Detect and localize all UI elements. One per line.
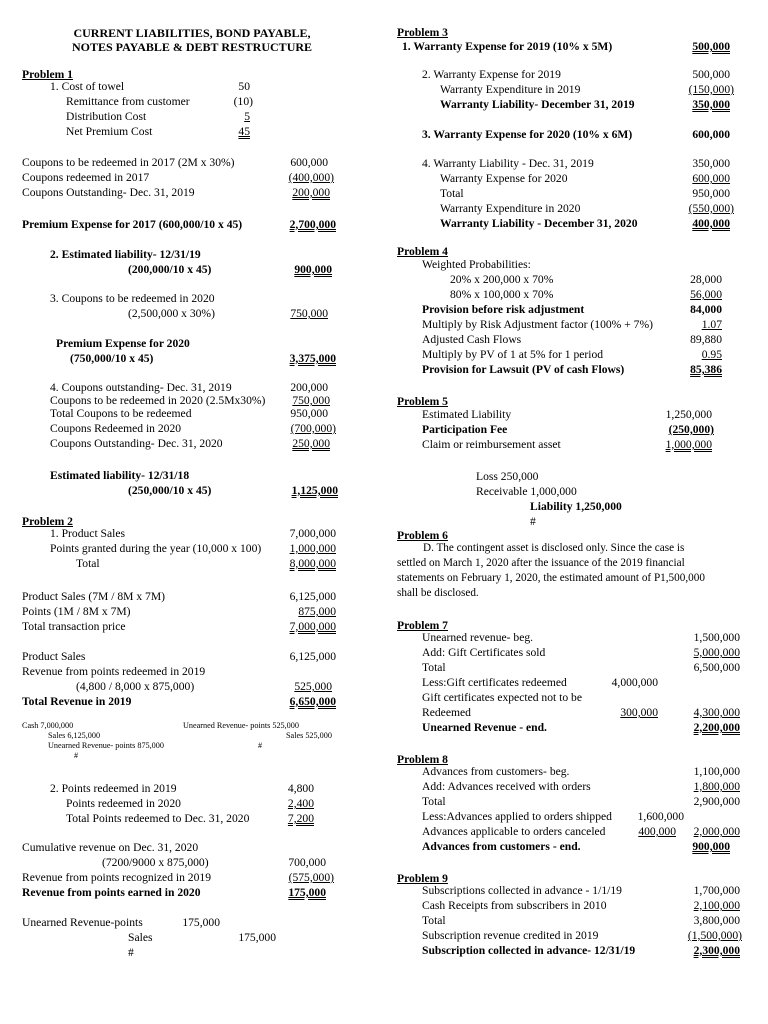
coupons-2020-block	[0, 291, 370, 321]
product-sales-alloc-label: Product Sales (7M / 8M x 7M)	[22, 590, 165, 603]
document-title	[0, 26, 370, 54]
estimated-liability-2019-label: 2. Estimated liability- 12/31/19	[50, 248, 201, 261]
advances-end-label: Advances from customers - end.	[422, 840, 581, 853]
p7-total-value: 6,500,000	[693, 661, 740, 674]
reimbursement-asset-label: Claim or reimbursement asset	[422, 438, 561, 451]
warranty-total-label: Total	[440, 187, 464, 200]
advances-received-value: 1,800,000	[693, 780, 740, 793]
p9-total-value: 3,800,000	[693, 914, 740, 927]
warranty-expense-2020-value-b: 600,000	[692, 172, 730, 185]
journal-2020-unearned-value: 175,000	[182, 916, 220, 929]
problem-3-header: Problem 3	[397, 26, 448, 39]
gift-certificates-redeemed-label: Less:Gift certificates redeemed	[422, 676, 567, 689]
title-line-2: NOTES PAYABLE & DEBT RESTRUCTURE	[71, 40, 313, 54]
coupons-redeemed-2017-value: (400,000)	[288, 171, 334, 184]
premium-expense-2017-value: 2,700,000	[289, 218, 336, 231]
total-revenue-2019-value: 6,650,000	[289, 695, 336, 708]
product-sales-value: 7,000,000	[289, 527, 336, 540]
coupons-2017-block	[0, 155, 370, 200]
unearned-revenue-end-label: Unearned Revenue - end.	[422, 721, 547, 734]
warranty-2020-block	[380, 156, 760, 231]
warranty-expenditure-2019-label: Warranty Expenditure in 2019	[440, 83, 581, 96]
journal-2020-sales-label: Sales	[128, 931, 153, 944]
points-alloc-label: Points (1M / 8M x 7M)	[22, 605, 131, 618]
cumulative-revenue-label: Cumulative revenue on Dec. 31, 2020	[22, 841, 199, 854]
points-redeemed-2020-label: Points redeemed in 2020	[66, 797, 181, 810]
product-sales-2019-value: 6,125,000	[289, 650, 336, 663]
participation-fee-value: (250,000)	[668, 423, 714, 436]
points-redeemed-2019-value: 4,800	[287, 782, 314, 795]
coupons-outstanding-2020-label: Coupons Outstanding- Dec. 31, 2020	[50, 437, 223, 450]
journal-entry-2020	[0, 915, 370, 960]
estimated-liability-2019-value: 900,000	[294, 263, 332, 276]
coupons-2020-formula: (2,500,000 x 30%)	[128, 307, 215, 320]
problem-7	[380, 618, 760, 735]
total-revenue-2019-label: Total Revenue in 2019	[22, 695, 132, 708]
problem-6-line-4: shall be disclosed.	[397, 587, 479, 599]
total-coupons-label: Total Coupons to be redeemed	[50, 407, 192, 420]
coupons-outstanding-2020-value: 250,000	[292, 437, 330, 450]
unearned-revenue-beg-label: Unearned revenue- beg.	[422, 631, 534, 644]
estimated-liability-2018-label: Estimated liability- 12/31/18	[50, 469, 190, 482]
journal-2020-unearned-label: Unearned Revenue-points	[22, 916, 143, 929]
warranty-liability-2019-value: 350,000	[692, 98, 730, 111]
weighted-probabilities-label: Weighted Probabilities:	[422, 258, 531, 271]
total-transaction-price-label: Total transaction price	[22, 620, 126, 633]
points-redeemed-block	[0, 781, 370, 826]
warranty-expenditure-2020-value: (550,000)	[688, 202, 734, 215]
premium-expense-2017	[0, 217, 370, 232]
journal-2020-hash: #	[128, 946, 134, 959]
coupons-2020-label: 3. Coupons to be redeemed in 2020	[50, 292, 215, 305]
subscription-revenue-label: Subscription revenue credited in 2019	[422, 929, 599, 942]
premium-expense-2020-value: 3,375,000	[289, 352, 336, 365]
journal-unearned-revenue-2: Unearned Revenue- points 525,000	[183, 721, 299, 730]
subscriptions-end-value: 2,300,000	[693, 944, 740, 957]
subscriptions-beg-value: 1,700,000	[693, 884, 740, 897]
cash-receipts-value: 2,100,000	[693, 899, 740, 912]
cost-of-towel-label: 1. Cost of towel	[50, 80, 125, 93]
journal-2020-sales-value: 175,000	[238, 931, 276, 944]
title-line-1: CURRENT LIABILITIES, BOND PAYABLE,	[73, 26, 311, 40]
estimated-liability-2018	[0, 468, 370, 498]
warranty-expense-2020-label: 3. Warranty Expense for 2020 (10% x 6M)	[422, 128, 633, 141]
gift-certificates-redeemed-value: 4,000,000	[611, 676, 658, 689]
subscriptions-end-label: Subscription collected in advance- 12/31/19	[422, 944, 636, 957]
distribution-cost-value: 5	[244, 110, 250, 123]
risk-adjustment-factor-value: 1.07	[701, 318, 722, 331]
problem-6-line-1: D. The contingent asset is disclosed only. Since the case is	[423, 542, 685, 554]
advances-applied-label: Less:Advances applied to orders shipped	[422, 810, 612, 823]
estimated-liability-2019	[0, 247, 370, 277]
p7-total-label: Total	[422, 661, 446, 674]
problem-6	[380, 528, 760, 601]
gift-certificates-expected-label: Gift certificates expected not to be	[422, 691, 582, 704]
coupons-to-redeem-2020-label: Coupons to be redeemed in 2020 (2.5Mx30%)	[50, 394, 266, 407]
revenue-points-2019-label: Revenue from points redeemed in 2019	[22, 665, 206, 678]
subscription-revenue-value: (1,500,000)	[687, 929, 742, 942]
problem-8	[380, 752, 760, 854]
adjusted-cash-flows-value: 89,880	[690, 333, 722, 346]
product-sales-label: 1. Product Sales	[50, 527, 126, 540]
problem-5	[380, 394, 760, 452]
revenue-points-2019-formula: (4,800 / 8,000 x 875,000)	[76, 680, 195, 693]
weighted-prob-1-value: 28,000	[690, 273, 722, 286]
warranty-2019-block	[380, 67, 760, 112]
advances-received-label: Add: Advances received with orders	[422, 780, 591, 793]
total-points-redeemed-value: 7,200	[287, 812, 314, 825]
provision-for-lawsuit-label: Provision for Lawsuit (PV of cash Flows)	[422, 363, 625, 376]
total-label: Total	[76, 557, 100, 570]
premium-expense-2020-formula: (750,000/10 x 45)	[70, 352, 154, 365]
revenue-recognized-2019-value: (575,000)	[288, 871, 334, 884]
advances-canceled-label: Advances applicable to orders canceled	[422, 825, 606, 838]
pv-factor-label: Multiply by PV of 1 at 5% for 1 period	[422, 348, 604, 361]
unearned-revenue-beg-value: 1,500,000	[693, 631, 740, 644]
cumulative-revenue-formula: (7200/9000 x 875,000)	[102, 856, 209, 869]
problem-5-header: Problem 5	[397, 395, 448, 408]
problem-1	[0, 67, 370, 139]
problem-5-journal	[380, 469, 760, 529]
estimated-liability-2019-formula: (200,000/10 x 45)	[128, 263, 212, 276]
warranty-liability-2019-label-b: 4. Warranty Liability - Dec. 31, 2019	[422, 157, 594, 170]
journal-liability: Liability 1,250,000	[530, 500, 622, 513]
problem-2-header: Problem 2	[22, 515, 73, 528]
provision-for-lawsuit-value: 85,386	[690, 363, 722, 376]
pv-factor-value: 0.95	[701, 348, 722, 361]
allocation-block	[0, 589, 370, 634]
problem-1-header: Problem 1	[22, 68, 73, 81]
total-points-redeemed-label: Total Points redeemed to Dec. 31, 2020	[66, 812, 250, 825]
total-transaction-price-value: 7,000,000	[289, 620, 336, 633]
adjusted-cash-flows-label: Adjusted Cash Flows	[422, 333, 522, 346]
warranty-liability-2019-value-b: 350,000	[692, 157, 730, 170]
problem-9-header: Problem 9	[397, 872, 448, 885]
product-sales-2019-label: Product Sales	[22, 650, 86, 663]
p8-total-value: 2,900,000	[693, 795, 740, 808]
revenue-2020-block	[0, 840, 370, 900]
problem-4	[380, 244, 760, 377]
premium-expense-2017-label: Premium Expense for 2017 (600,000/10 x 45)	[22, 218, 243, 231]
premium-expense-2020	[0, 336, 370, 366]
problem-6-header: Problem 6	[397, 529, 448, 542]
coupons-to-redeem-2020-value: 750,000	[292, 394, 330, 407]
points-granted-label: Points granted during the year (10,000 x 100)	[50, 542, 262, 555]
coupons-redeemed-2017-label: Coupons redeemed in 2017	[22, 171, 150, 184]
not-redeemed-value: 300,000	[620, 706, 658, 719]
warranty-liability-2020-label: Warranty Liability - December 31, 2020	[440, 217, 638, 230]
journal-hash-1: #	[74, 751, 79, 760]
warranty-expense-2020-value: 600,000	[692, 128, 730, 141]
warranty-expense-2019-value-b: 500,000	[692, 68, 730, 81]
warranty-total-value: 950,000	[692, 187, 730, 200]
cost-of-towel-value: 50	[238, 80, 250, 93]
revenue-earned-2020-label: Revenue from points earned in 2020	[22, 886, 201, 899]
points-alloc-value: 875,000	[298, 605, 336, 618]
problem-4-header: Problem 4	[397, 245, 448, 258]
product-sales-alloc-value: 6,125,000	[289, 590, 336, 603]
problem-8-header: Problem 8	[397, 753, 448, 766]
advances-deductions-value: 2,000,000	[693, 825, 740, 838]
cumulative-revenue-value: 700,000	[288, 856, 326, 869]
warranty-expenditure-2020-label: Warranty Expenditure in 2020	[440, 202, 581, 215]
advances-beg-label: Advances from customers- beg.	[422, 765, 570, 778]
problem-6-line-2: settled on March 1, 2020 after the issuance of the 2019 financial	[397, 557, 685, 569]
journal-receivable: Receivable 1,000,000	[476, 485, 577, 498]
journal-loss: Loss 250,000	[476, 470, 539, 483]
subscriptions-beg-label: Subscriptions collected in advance - 1/1/19	[422, 884, 622, 897]
coupons-outstanding-2019-label-b: 4. Coupons outstanding- Dec. 31, 2019	[50, 381, 232, 394]
warranty-expenditure-2019-value: (150,000)	[688, 83, 734, 96]
coupons-redeemed-2020-label: Coupons Redeemed in 2020	[50, 422, 182, 435]
net-premium-cost-value: 45	[238, 125, 250, 138]
warranty-expense-2019-label-b: 2. Warranty Expense for 2019	[422, 68, 561, 81]
journal-hash: #	[530, 515, 536, 528]
p9-total-label: Total	[422, 914, 446, 927]
coupons-redeemed-2020-value: (700,000)	[290, 422, 336, 435]
revenue-2019-block	[0, 649, 370, 709]
coupons-outstanding-2019-label: Coupons Outstanding- Dec. 31, 2019	[22, 186, 195, 199]
revenue-earned-2020-value: 175,000	[288, 886, 326, 899]
coupons-outstanding-2019-value-b: 200,000	[290, 381, 328, 394]
redeemed-label: Redeemed	[422, 706, 471, 719]
unearned-revenue-end-value: 2,200,000	[693, 721, 740, 734]
gift-certificates-sold-label: Add: Gift Certificates sold	[422, 646, 546, 659]
warranty-expense-2020	[380, 127, 760, 142]
coupons-outstanding-block	[0, 380, 370, 451]
coupons-2017-label: Coupons to be redeemed in 2017 (2M x 30%)	[22, 156, 235, 169]
total-deductions-value: 4,300,000	[693, 706, 740, 719]
advances-applied-value: 1,600,000	[637, 810, 684, 823]
distribution-cost-label: Distribution Cost	[66, 110, 147, 123]
coupons-outstanding-2019-value: 200,000	[292, 186, 330, 199]
risk-adjustment-factor-label: Multiply by Risk Adjustment factor (100% + 7%)	[422, 318, 653, 331]
provision-before-risk-label: Provision before risk adjustment	[422, 303, 585, 316]
estimated-liability-2018-formula: (250,000/10 x 45)	[128, 484, 212, 497]
total-coupons-value: 950,000	[290, 407, 328, 420]
journal-hash-2: #	[258, 741, 263, 750]
premium-expense-2020-label: Premium Expense for 2020	[56, 337, 190, 350]
net-premium-cost-label: Net Premium Cost	[66, 125, 153, 138]
estimated-liability-value: 1,250,000	[665, 408, 712, 421]
warranty-expense-2020-label-b: Warranty Expense for 2020	[440, 172, 568, 185]
estimated-liability-2018-value: 1,125,000	[291, 484, 338, 497]
journal-cash: Cash 7,000,000	[22, 721, 74, 730]
problem-2	[0, 514, 370, 571]
weighted-prob-2-label: 80% x 100,000 x 70%	[450, 288, 554, 301]
problem-3	[380, 26, 760, 54]
problem-7-header: Problem 7	[397, 619, 448, 632]
problem-9	[380, 871, 760, 958]
weighted-prob-2-value: 56,000	[690, 288, 722, 301]
warranty-expense-2019-value: 500,000	[692, 40, 730, 53]
estimated-liability-label: Estimated Liability	[422, 408, 512, 421]
weighted-prob-1-label: 20% x 200,000 x 70%	[450, 273, 554, 286]
cash-receipts-label: Cash Receipts from subscribers in 2010	[422, 899, 607, 912]
journal-entries-2019	[0, 721, 370, 761]
journal-sales: Sales 6,125,000	[48, 731, 101, 740]
total-value: 8,000,000	[289, 557, 336, 570]
advances-canceled-value: 400,000	[638, 825, 676, 838]
remittance-value: (10)	[233, 95, 253, 108]
advances-end-value: 900,000	[692, 840, 730, 853]
coupons-2020-value: 750,000	[290, 307, 328, 320]
points-redeemed-2020-value: 2,400	[287, 797, 314, 810]
revenue-recognized-2019-label: Revenue from points recognized in 2019	[22, 871, 211, 884]
points-redeemed-2019-label: 2. Points redeemed in 2019	[50, 782, 177, 795]
reimbursement-asset-value: 1,000,000	[665, 438, 712, 451]
points-granted-value: 1,000,000	[289, 542, 336, 555]
remittance-label: Remittance from customer	[66, 95, 190, 108]
problem-6-line-3: statements on February 1, 2020, the estimated amount of P1,500,000	[397, 572, 705, 584]
coupons-2017-value: 600,000	[290, 156, 328, 169]
participation-fee-label: Participation Fee	[422, 423, 508, 436]
advances-beg-value: 1,100,000	[693, 765, 740, 778]
gift-certificates-sold-value: 5,000,000	[693, 646, 740, 659]
revenue-points-2019-value: 525,000	[294, 680, 332, 693]
journal-sales-2: Sales 525,000	[286, 731, 332, 740]
warranty-liability-2019-label: Warranty Liability- December 31, 2019	[440, 98, 635, 111]
p8-total-label: Total	[422, 795, 446, 808]
warranty-liability-2020-value: 400,000	[692, 217, 730, 230]
provision-before-risk-value: 84,000	[690, 303, 722, 316]
journal-unearned-revenue: Unearned Revenue- points 875,000	[48, 741, 164, 750]
warranty-expense-2019-label: 1. Warranty Expense for 2019 (10% x 5M)	[402, 40, 613, 53]
